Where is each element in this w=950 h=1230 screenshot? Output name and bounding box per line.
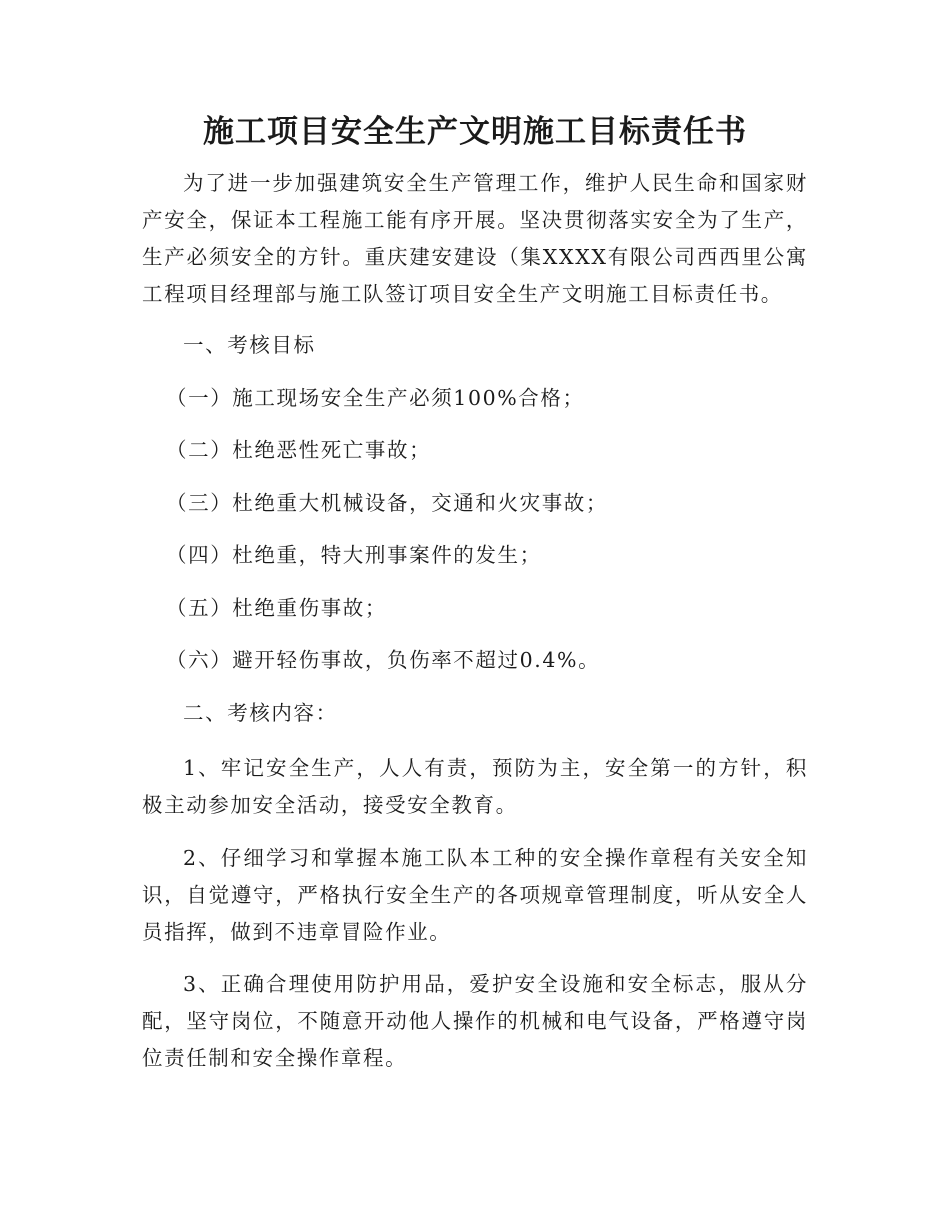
content-item-3: 3、正确合理使用防护用品，爱护安全设施和安全标志，服从分配，坚守岗位，不随意开动他人操作的机械和电气设备，严格遵守岗位责任制和安全操作章程。 [142, 972, 808, 1070]
target-item-3: （三）杜绝重大机械设备，交通和火灾事故； [166, 491, 608, 515]
document-title: 施工项目安全生产文明施工目标责任书 [203, 114, 747, 150]
target-item-6: （六）避开轻伤事故，负伤率不超过0.4%。 [166, 648, 601, 672]
target-item-4: （四）杜绝重，特大刑事案件的发生； [166, 543, 542, 567]
section-2-heading: 二、考核内容： [183, 701, 338, 725]
target-item-2: （二）杜绝恶性死亡事故； [166, 438, 432, 462]
content-item-1: 1、牢记安全生产，人人有责，预防为主，安全第一的方针，积极主动参加安全活动，接受安全教育。 [142, 756, 808, 817]
target-item-5: （五）杜绝重伤事故； [166, 596, 387, 620]
target-item-1: （一）施工现场安全生产必须100%合格； [166, 386, 585, 410]
content-item-2: 2、仔细学习和掌握本施工队本工种的安全操作章程有关安全知识，自觉遵守，严格执行安全生产的各项规章管理制度，听从安全人员指挥，做到不违章冒险作业。 [142, 846, 808, 944]
intro-paragraph: 为了进一步加强建筑安全生产管理工作，维护人民生命和国家财产安全，保证本工程施工能有序开展。坚决贯彻落实安全为了生产，生产必须安全的方针。重庆建安建设（集XXXX有限公司西西里公寓工程项目经理部与施工队签订项目安全生产文明施工目标责任书。 [142, 171, 808, 306]
section-1-heading: 一、考核目标 [183, 333, 316, 357]
